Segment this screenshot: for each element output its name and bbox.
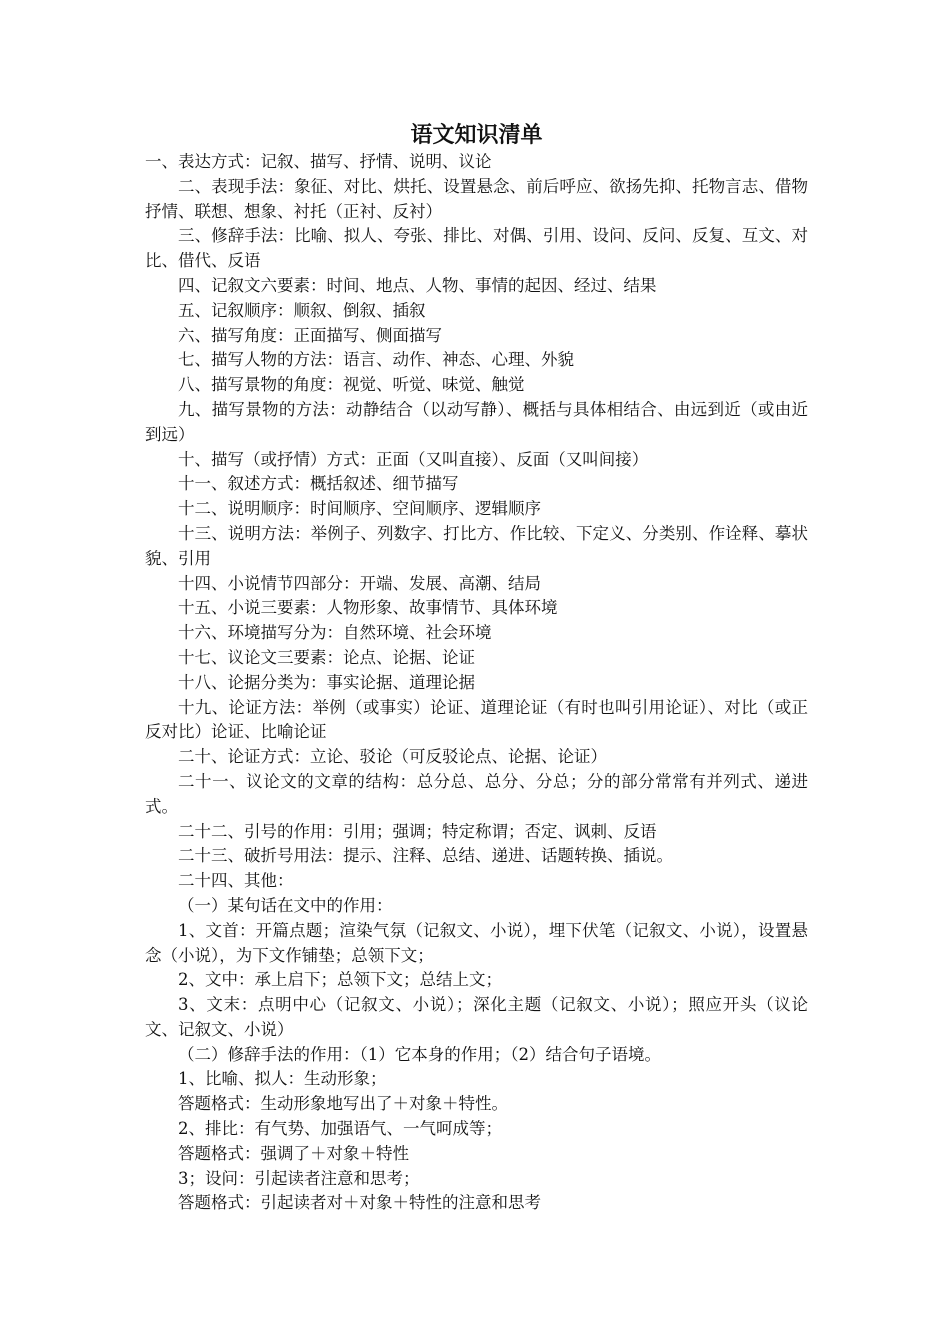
paragraph: （二）修辞手法的作用：（1）它本身的作用；（2）结合句子语境。	[178, 1044, 661, 1064]
paragraph: 一、表达方式：记叙、描写、抒情、说明、议论	[145, 152, 492, 171]
paragraph: 答题格式：强调了＋对象＋特性	[178, 1143, 409, 1163]
paragraph: 十八、论据分类为：事实论据、道理论据	[178, 672, 475, 692]
paragraph: 2、排比：有气势、加强语气、一气呵成等；	[178, 1119, 502, 1139]
paragraph: 十五、小说三要素：人物形象、故事情节、具体环境	[178, 598, 558, 618]
paragraph: 十六、环境描写分为：自然环境、社会环境	[178, 623, 492, 643]
paragraph: （一）某句话在文中的作用：	[178, 895, 393, 915]
paragraph: 二十四、其他：	[178, 871, 294, 891]
paragraph: 2、文中：承上启下；总领下文；总结上文；	[178, 970, 502, 990]
paragraph: 十三、说明方法：举例子、列数字、打比方、作比较、下定义、分类别、作诠释、摹状貌、引用	[145, 523, 808, 568]
document-title: 语文知识清单	[410, 122, 543, 148]
paragraph: 二十二、引号的作用：引用；强调；特定称谓；否定、讽刺、反语	[178, 821, 657, 841]
paragraph: 3、文末：点明中心（记叙文、小说）；深化主题（记叙文、小说）；照应开头（议论文、记叙文、小说）	[145, 995, 808, 1039]
paragraph: 十七、议论文三要素：论点、论据、论证	[178, 647, 475, 667]
paragraph: 答题格式：生动形象地写出了＋对象＋特性。	[178, 1094, 508, 1114]
paragraph: 十一、叙述方式：概括叙述、细节描写	[178, 474, 459, 494]
paragraph: 二十、论证方式：立论、驳论（可反驳论点、论据、论证）	[178, 747, 607, 767]
paragraph: 五、记叙顺序：顺叙、倒叙、插叙	[178, 300, 426, 320]
paragraph: 三、修辞手法：比喻、拟人、夸张、排比、对偶、引用、设问、反问、反复、互文、对比、借代、反语	[145, 226, 808, 271]
paragraph: 1、文首：开篇点题；渲染气氛（记叙文、小说），埋下伏笔（记叙文、小说），设置悬念（小说），为下文作铺垫；总领下文；	[145, 920, 808, 965]
paragraph: 二十一、议论文的文章的结构：总分总、总分、分总；分的部分常常有并列式、递进式。	[145, 771, 808, 816]
paragraph: 七、描写人物的方法：语言、动作、神态、心理、外貌	[178, 350, 574, 370]
paragraph: 十二、说明顺序：时间顺序、空间顺序、逻辑顺序	[178, 499, 541, 519]
paragraph: 十九、论证方法：举例（或事实）论证、道理论证（有时也叫引用论证）、对比（或正反对比）论证、比喻论证	[145, 697, 808, 742]
paragraph: 3；设问：引起读者注意和思考；	[178, 1168, 420, 1188]
document-page	[145, 120, 808, 1216]
paragraph: 答题格式：引起读者对＋对象＋特性的注意和思考	[178, 1193, 541, 1213]
paragraph: 九、描写景物的方法：动静结合（以动写静）、概括与具体相结合、由远到近（或由近到远）	[145, 399, 808, 444]
paragraph: 十四、小说情节四部分：开端、发展、高潮、结局	[178, 573, 541, 593]
paragraph: 六、描写角度：正面描写、侧面描写	[178, 325, 442, 345]
document-body	[145, 150, 808, 1216]
paragraph: 二十三、破折号用法：提示、注释、总结、递进、话题转换、插说。	[178, 846, 673, 866]
paragraph: 八、描写景物的角度：视觉、听觉、味觉、触觉	[178, 375, 525, 395]
paragraph: 1、比喻、拟人：生动形象；	[178, 1069, 387, 1089]
paragraph: 二、表现手法：象征、对比、烘托、设置悬念、前后呼应、欲扬先抑、托物言志、借物抒情、联想、想象、衬托（正衬、反衬）	[145, 176, 808, 221]
paragraph: 十、描写（或抒情）方式：正面（又叫直接）、反面（又叫间接）	[178, 449, 649, 469]
paragraph: 四、记叙文六要素：时间、地点、人物、事情的起因、经过、结果	[178, 275, 657, 295]
